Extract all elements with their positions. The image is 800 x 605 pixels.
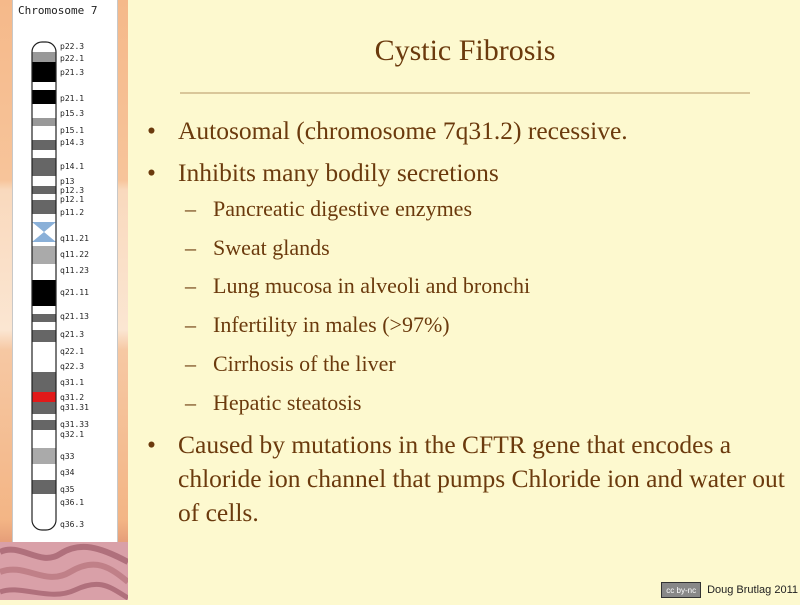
chromosome-band (32, 186, 56, 194)
chromosome-title: Chromosome 7 (18, 4, 98, 17)
sub-bullet-glyph: – (185, 312, 196, 338)
sub-bullet-item (145, 345, 785, 384)
chromosome-band (32, 90, 56, 104)
bullet-text: Autosomal (chromosome 7q31.2) recessive. (178, 116, 628, 145)
chromosome-band (32, 480, 56, 494)
band-label: q31.31 (60, 403, 89, 412)
footer (661, 582, 798, 598)
chromosome-band (32, 206, 56, 214)
band-label: p11.2 (60, 208, 85, 217)
chromosome-band (32, 448, 56, 464)
sub-bullet-glyph: – (185, 389, 196, 415)
sub-bullet-item (145, 190, 785, 229)
chromosome-band (32, 414, 56, 420)
bullet-list (145, 114, 785, 530)
band-label: q22.1 (60, 347, 85, 356)
band-label: q31.33 (60, 420, 89, 429)
chromosome-band (32, 372, 56, 392)
band-label: q11.22 (60, 250, 89, 259)
sub-bullet-glyph: – (185, 350, 196, 376)
chromosome-band (32, 314, 56, 322)
sub-bullet-text: Infertility in males (>97%) (213, 312, 450, 338)
band-label: p22.3 (60, 42, 85, 51)
title-divider (180, 92, 750, 94)
chromosome-band (32, 214, 56, 222)
bullet-item (145, 114, 785, 148)
band-label: p12.1 (60, 195, 85, 204)
chromosome-band (32, 140, 56, 150)
sub-bullet-item (145, 267, 785, 306)
band-label: q36.1 (60, 498, 85, 507)
band-label: q31.2 (60, 393, 85, 402)
bullet-item (145, 156, 785, 190)
band-label: p12.3 (60, 186, 85, 195)
chromosome-band (32, 438, 56, 448)
band-label: q11.23 (60, 266, 89, 275)
band-label: q31.1 (60, 378, 85, 387)
chromosome-band (32, 264, 56, 280)
sub-bullet-text: Sweat glands (213, 234, 330, 260)
sub-bullet-text: Hepatic steatosis (213, 389, 362, 415)
chromosome-band (32, 464, 56, 480)
bullet-text: Inhibits many bodily secretions (178, 158, 499, 187)
chromosome-band (32, 430, 56, 438)
chromosome-band (32, 330, 56, 342)
chromosome-band (32, 200, 56, 206)
bullet-glyph: • (147, 430, 156, 460)
chromosome-band (32, 42, 56, 52)
chromosome-band (32, 246, 56, 264)
band-label: p15.3 (60, 109, 85, 118)
chromosome-band (32, 342, 56, 360)
band-label: q36.3 (60, 520, 85, 529)
footer-credit: Doug Brutlag 2011 (707, 584, 798, 596)
band-label: p14.1 (60, 162, 85, 171)
band-label: p15.1 (60, 126, 85, 135)
chromosome-band (32, 322, 56, 330)
slide-title: Cystic Fibrosis (374, 34, 556, 67)
band-label: q33 (60, 452, 75, 461)
bullet-glyph: • (147, 158, 156, 187)
band-label: q22.3 (60, 362, 85, 371)
chromosome-band (32, 62, 56, 82)
bullet-item (145, 428, 785, 530)
band-label: q21.3 (60, 330, 85, 339)
sub-bullet-glyph: – (185, 234, 196, 260)
chromosome-band (32, 150, 56, 158)
tissue-image (0, 542, 128, 600)
band-label: q34 (60, 468, 75, 477)
band-label: q21.11 (60, 288, 89, 297)
sub-bullet-text: Cirrhosis of the liver (213, 350, 396, 376)
band-label: q11.21 (60, 234, 89, 243)
chromosome-band (32, 104, 56, 118)
band-label: q35 (60, 485, 75, 494)
chromosome-band (32, 118, 56, 126)
chromosome-band (32, 176, 56, 186)
sub-bullet-text: Pancreatic digestive enzymes (213, 196, 473, 221)
chromosome-band (32, 392, 56, 402)
band-label: p21.3 (60, 68, 85, 77)
sub-bullet-item (145, 229, 785, 268)
band-label: p21.1 (60, 94, 85, 103)
chromosome-band (32, 360, 56, 372)
chromosome-band (32, 158, 56, 176)
chromosome-band (32, 82, 56, 90)
bullet-text: Caused by mutations in the CFTR gene that encodes a chloride ion channel that pumps Chloride ion and water out of cells. (178, 430, 785, 528)
band-label: p22.1 (60, 54, 85, 63)
sub-bullet-glyph: – (185, 196, 196, 221)
creative-commons-badge: cc by-nc (661, 582, 701, 598)
sub-bullet-item (145, 306, 785, 345)
chromosome-band (32, 306, 56, 314)
chromosome-band (32, 494, 56, 510)
band-label: q32.1 (60, 430, 85, 439)
chromosome-band (32, 280, 56, 306)
sub-bullet-item (145, 384, 785, 423)
chromosome-band (32, 52, 56, 62)
bullet-glyph: • (147, 116, 156, 145)
chromosome-band (32, 420, 56, 430)
chromosome-band (32, 126, 56, 140)
chromosome-band (32, 402, 56, 414)
chromosome-band (32, 194, 56, 200)
band-label: p14.3 (60, 138, 85, 147)
sub-bullet-text: Lung mucosa in alveoli and bronchi (213, 273, 531, 299)
band-label: p13 (60, 177, 75, 186)
sub-bullet-glyph: – (185, 273, 196, 299)
band-label: q21.13 (60, 312, 89, 321)
